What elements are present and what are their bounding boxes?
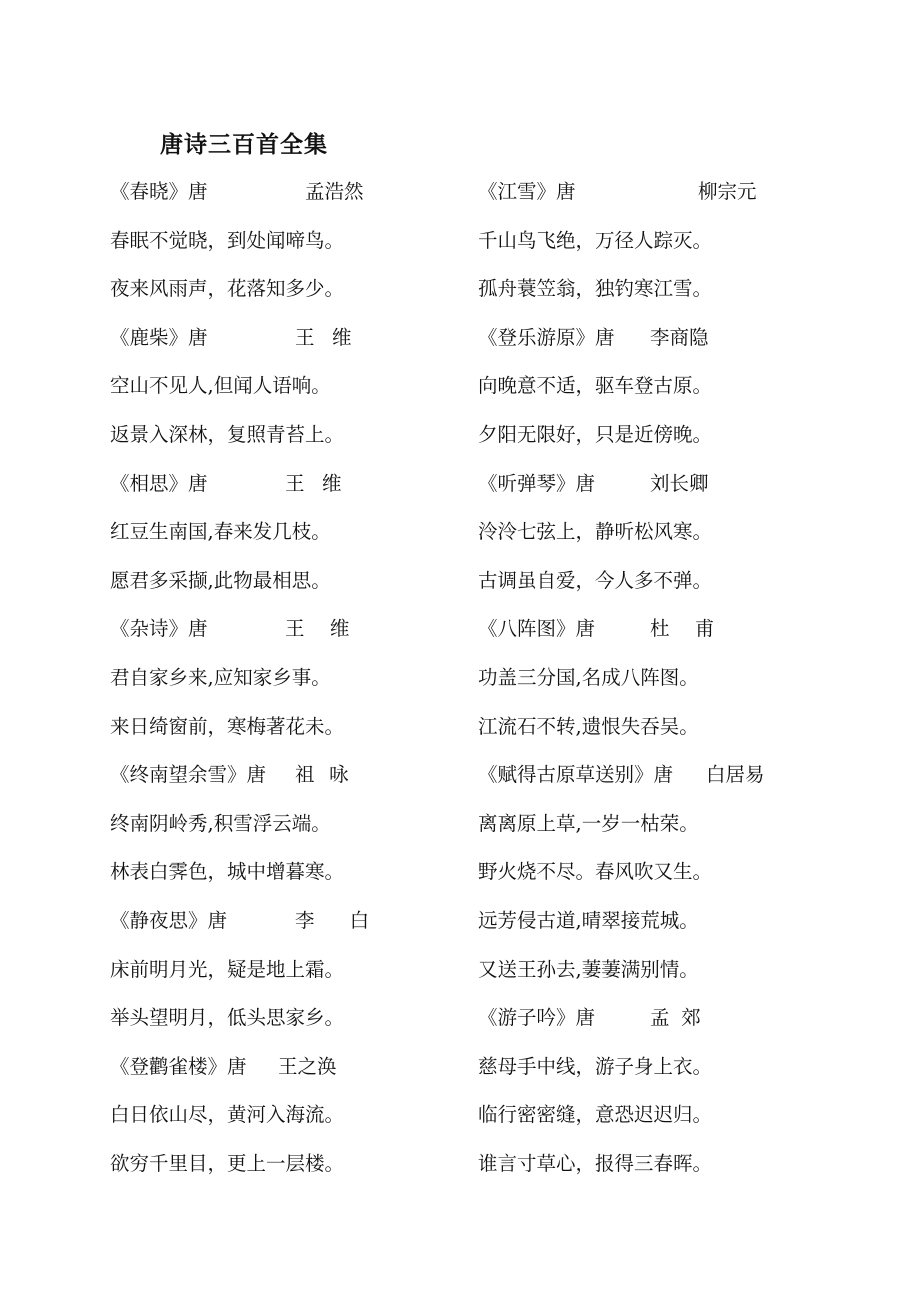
- poem-author: 柳宗元: [698, 180, 757, 203]
- poem-title: 《游子吟》唐: [478, 1006, 596, 1030]
- poem-line: 愿君多采撷,此物最相思。: [110, 568, 331, 592]
- poem-title: 《赋得古原草送别》唐: [478, 763, 674, 787]
- poem-author: 祖咏: [295, 763, 364, 787]
- page-title: 唐诗三百首全集: [160, 131, 328, 158]
- poem-title: 《八阵图》唐: [478, 617, 596, 641]
- poem-line: 野火烧不尽。春风吹又生。: [478, 860, 713, 884]
- poem-line: 白日依山尽，黄河入海流。: [110, 1103, 345, 1127]
- poem-line: 来日绮窗前，寒梅著花未。: [110, 714, 345, 738]
- poem-author: 白居易: [706, 763, 765, 787]
- poem-line: 谁言寸草心，报得三春晖。: [478, 1151, 713, 1175]
- poem-line: 春眠不觉晓，到处闻啼鸟。: [110, 228, 345, 252]
- poem-line: 床前明月光，疑是地上霜。: [110, 957, 345, 981]
- poem-title: 《相思》唐: [110, 471, 208, 495]
- poem-line: 欲穷千里目，更上一层楼。: [110, 1151, 345, 1175]
- poem-title: 《听弹琴》唐: [478, 471, 596, 495]
- poem-title: 《春晓》唐: [110, 180, 208, 203]
- poem-heading: [478, 176, 778, 225]
- right-poem-column: [478, 176, 778, 1196]
- poem-line: 远芳侵古道,晴翠接荒城。: [478, 908, 699, 932]
- poem-heading: [478, 322, 778, 371]
- poem-line: 又送王孙去,萋萋满别情。: [478, 957, 699, 981]
- poem-line: 返景入深林，复照青苔上。: [110, 422, 345, 446]
- poem-line: 红豆生南国,春来发几枝。: [110, 520, 331, 544]
- poem-heading: [110, 613, 440, 662]
- poem-line: 林表白霁色，城中增暮寒。: [110, 860, 345, 884]
- poem-author: 王维: [285, 471, 360, 495]
- poem-author: 孟郊: [650, 1006, 713, 1030]
- poem-line: 江流石不转,遗恨失吞吴。: [478, 714, 699, 738]
- poem-heading: [110, 176, 440, 225]
- poem-author: 王之涣: [278, 1054, 337, 1078]
- poem-line: 向晚意不适，驱车登古原。: [478, 374, 713, 398]
- poem-line: 夜来风雨声，花落知多少。: [110, 277, 345, 301]
- poem-title: 《江雪》唐: [478, 180, 576, 203]
- poem-author: 刘长卿: [650, 471, 709, 495]
- poem-heading: [110, 1051, 440, 1100]
- poem-line: 泠泠七弦上，静听松风寒。: [478, 520, 713, 544]
- poem-line: 离离原上草,一岁一枯荣。: [478, 811, 699, 835]
- poem-author: 李白: [295, 908, 405, 932]
- poem-heading: [478, 468, 778, 517]
- poem-line: 古调虽自爱，今人多不弹。: [478, 568, 713, 592]
- poem-author: 王维: [285, 617, 375, 641]
- poem-line: 举头望明月，低头思家乡。: [110, 1006, 345, 1030]
- left-poem-column: [110, 176, 440, 1196]
- poem-title: 《登鹳雀楼》唐: [110, 1054, 247, 1078]
- poem-heading: [110, 322, 440, 371]
- poem-heading: [110, 905, 440, 954]
- poem-author: 李商隐: [650, 325, 709, 349]
- poem-heading: [478, 759, 778, 808]
- poem-heading: [478, 1002, 778, 1051]
- poem-title: 《登乐游原》唐: [478, 325, 615, 349]
- poem-line: 千山鸟飞绝，万径人踪灭。: [478, 228, 713, 252]
- poem-author: 王维: [295, 325, 370, 349]
- poem-line: 临行密密缝，意恐迟迟归。: [478, 1103, 713, 1127]
- poem-line: 功盖三分国,名成八阵图。: [478, 665, 699, 689]
- poem-heading: [110, 468, 440, 517]
- poem-line: 终南阴岭秀,积雪浮云端。: [110, 811, 331, 835]
- poem-title: 《静夜思》唐: [110, 908, 228, 932]
- poem-title: 《杂诗》唐: [110, 617, 208, 641]
- poem-title: 《鹿柴》唐: [110, 325, 208, 349]
- poem-author: 杜甫: [650, 617, 740, 641]
- poem-author: 孟浩然: [305, 180, 364, 203]
- poem-line: 慈母手中线，游子身上衣。: [478, 1054, 713, 1078]
- poem-line: 君自家乡来,应知家乡事。: [110, 665, 331, 689]
- poem-line: 孤舟蓑笠翁，独钓寒江雪。: [478, 277, 713, 301]
- poem-title: 《终南望余雪》唐: [110, 763, 267, 787]
- poem-heading: [478, 613, 778, 662]
- poem-line: 夕阳无限好，只是近傍晚。: [478, 422, 713, 446]
- poem-heading: [110, 759, 440, 808]
- poem-line: 空山不见人,但闻人语响。: [110, 374, 331, 398]
